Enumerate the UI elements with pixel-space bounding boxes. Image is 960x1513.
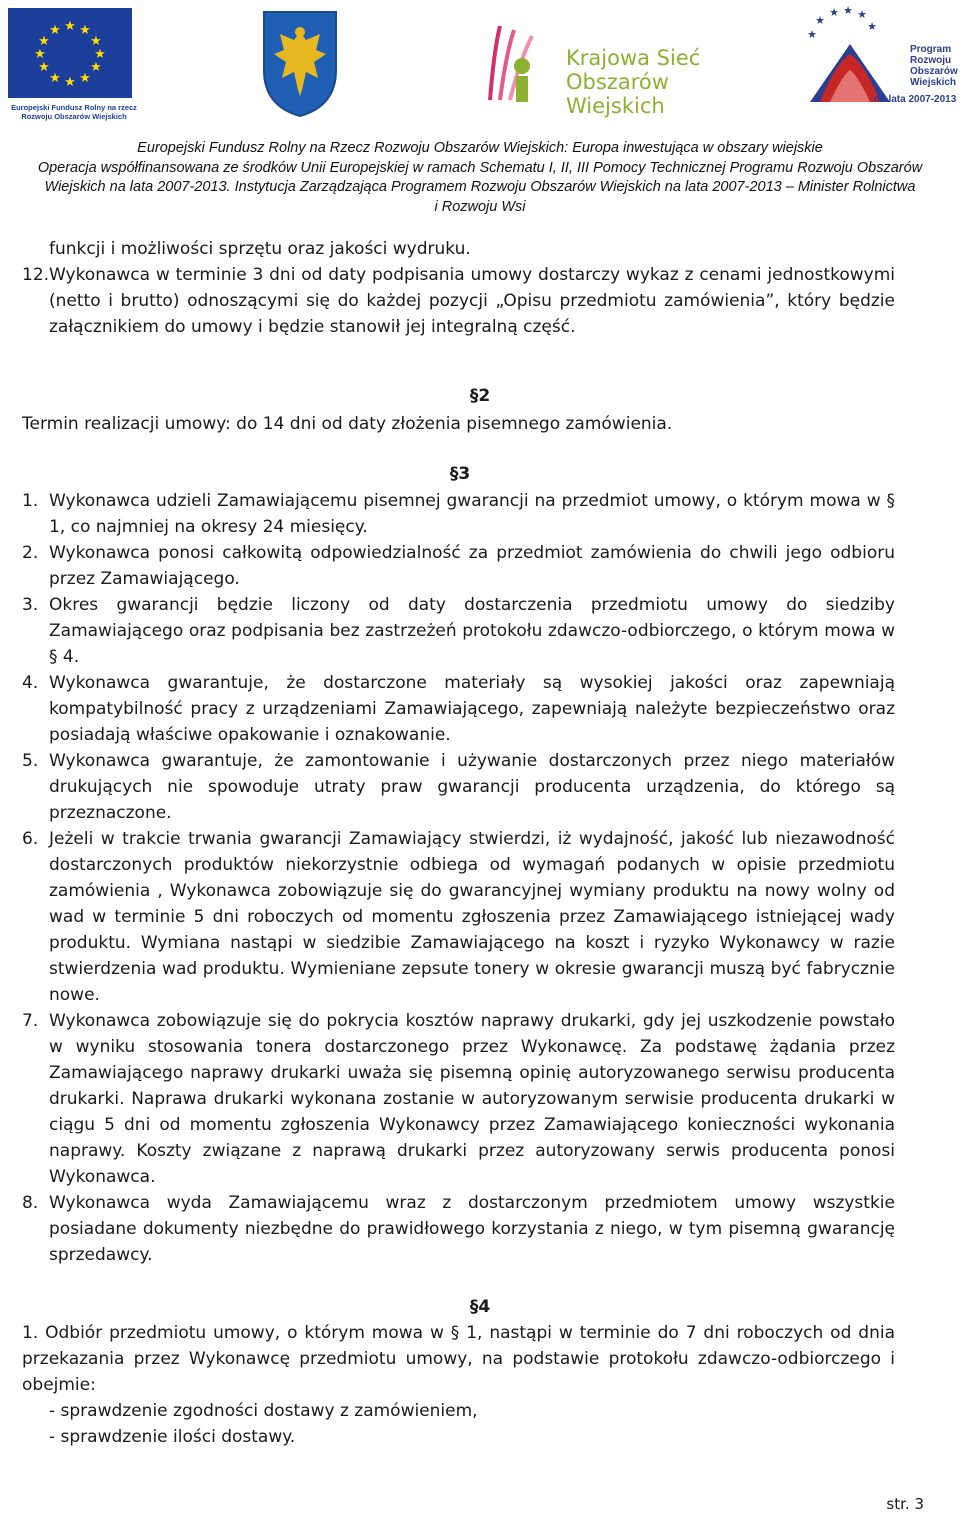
svg-text:★: ★	[34, 47, 46, 62]
section-4-item-1: 1. Odbiór przedmiotu umowy, o którym mowa w § 1, nastąpi w terminie do 7 dni roboczych od dnia przekazania przez Wykonawcę przedmiotu umowy, na podstawie protokołu zdawczo-odbiorczego i obejmie:	[22, 1323, 895, 1395]
item-12-number: 12.	[22, 265, 50, 285]
eu-caption: Europejski Fundusz Rolny na rzecz Rozwoju Obszarów Wiejskich	[11, 103, 137, 121]
ksow-name: Krajowa Sieć Obszarów Wiejskich	[566, 46, 701, 118]
svg-text:★: ★	[79, 71, 91, 86]
list-item-number: 2.	[22, 543, 39, 563]
svg-text:★: ★	[867, 20, 877, 33]
svg-text:★: ★	[90, 60, 102, 75]
section-4-bullet-2: - sprawdzenie ilości dostawy.	[49, 1427, 296, 1447]
svg-text:★: ★	[815, 14, 825, 27]
list-item-text: Jeżeli w trakcie trwania gwarancji Zamawiający stwierdzi, iż wydajność, jakość lub niezawodność dostarczonych produktów niekorzystnie odbiega od wymagań podanych w opisie przedmiotu zamówienia , Wykonawca zobowiązuje się do gwarancyjnej wymiany produktu na nowy wolny od wad w terminie 5 dni roboczych od momentu zgłoszenia przez Zamawiającego istniejącej wady produktu. Wymiana nastąpi w siedzibie Zamawiającego na koszt i ryzyko Wykonawcy w razie stwierdzenia wad produktu. Wymieniane zepsute tonery w okresie gwarancji muszą być fabrycznie nowe.	[49, 829, 895, 1005]
continued-text: funkcji i możliwości sprzętu oraz jakości wydruku.	[49, 239, 471, 259]
eu-logo	[8, 8, 136, 126]
eagle-coat-of-arms-icon	[262, 10, 338, 118]
list-item-text: Wykonawca gwarantuje, że dostarczone materiały są wysokiej jakości oraz zapewniają kompatybilność pracy z urządzeniami Zamawiającego, zapewniają należyte bezpieczeństwo oraz posiadają właściwe opakowanie i oznakowanie.	[49, 673, 895, 745]
svg-text:★: ★	[64, 75, 76, 90]
list-item-number: 4.	[22, 673, 39, 693]
list-item-number: 3.	[22, 595, 39, 615]
ksow-logo-icon	[480, 20, 560, 106]
ksow-logo	[480, 20, 740, 118]
list-item-number: 8.	[22, 1193, 39, 1213]
section-4-heading: §4	[469, 1297, 491, 1317]
section-2-text: Termin realizacji umowy: do 14 dni od daty złożenia pisemnego zamówienia.	[22, 414, 673, 434]
list-item-text: Wykonawca zobowiązuje się do pokrycia kosztów naprawy drukarki, gdy jej uszkodzenie powstało w wyniku stosowania tonera dostarczonego przez Wykonawcę. Za podstawę żądania przez Zamawiającego naprawy drukarki uważa się pisemną opinię autoryzowanego serwisu producenta drukarki. Naprawa drukarki wykonana zostanie w autoryzowanym serwisie producenta drukarki w ciągu 5 dni od momentu zgłoszenia Wykonawcy przez Zamawiającego konieczności wykonania naprawy. Koszty związane z naprawą drukarki przez autoryzowany serwis producenta ponosi Wykonawca.	[49, 1011, 895, 1187]
svg-text:★: ★	[857, 8, 867, 21]
logo-band	[0, 0, 960, 130]
svg-text:★: ★	[807, 28, 817, 41]
section-4-bullet-1: - sprawdzenie zgodności dostawy z zamówieniem,	[49, 1401, 478, 1421]
svg-text:★: ★	[64, 19, 76, 34]
svg-text:★: ★	[38, 34, 50, 49]
list-item-text: Wykonawca gwarantuje, że zamontowanie i używanie dostarczonych przez niego materiałów drukujących nie spowoduje utraty praw gwarancji producenta urządzenia, do którego są przeznaczone.	[49, 751, 895, 823]
prow-logo	[790, 4, 958, 112]
list-item-number: 6.	[22, 829, 39, 849]
funding-line-1: Europejski Fundusz Rolny na Rzecz Rozwoju Obszarów Wiejskich: Europa inwestująca w obszary wiejskie	[137, 140, 823, 156]
section-3-heading: §3	[449, 464, 471, 484]
svg-text:★: ★	[49, 71, 61, 86]
svg-text:★: ★	[90, 34, 102, 49]
prow-years: na lata 2007-2013	[874, 94, 957, 105]
list-item-text: Wykonawca wyda Zamawiającemu wraz z dostarczonym przedmiotem umowy wszystkie posiadane dokumenty niezbędne do prawidłowego korzystania z niego, w tym pisemną gwarancję sprzedawcy.	[49, 1193, 895, 1265]
list-item-number: 5.	[22, 751, 39, 771]
page-number: str. 3	[886, 1495, 924, 1513]
list-item-text: Wykonawca ponosi całkowitą odpowiedzialność za przedmiot zamówienia do chwili jego odbioru przez Zamawiającego.	[49, 543, 895, 589]
item-12-text: Wykonawca w terminie 3 dni od daty podpisania umowy dostarczy wykaz z cenami jednostkowymi (netto i brutto) odnoszącymi się do każdej pozycji „Opisu przedmiotu zamówienia”, który będzie załącznikiem do umowy i będzie stanowił jej integralną część.	[49, 265, 895, 337]
svg-text:★: ★	[843, 4, 853, 17]
list-item-number: 7.	[22, 1011, 39, 1031]
list-item-text: Okres gwarancji będzie liczony od daty dostarczenia przedmiotu umowy do siedziby Zamawiającego oraz podpisania bez zastrzeżeń protokołu zdawczo-odbiorczego, o którym mowa w § 4.	[49, 595, 895, 667]
prow-name: Program Rozwoju Obszarów Wiejskich	[910, 44, 958, 88]
funding-line-4: i Rozwoju Wsi	[434, 198, 526, 215]
funding-line-3: Wiejskich na lata 2007-2013. Instytucja Zarządzająca Programem Rozwoju Obszarów Wiejskich na lata 2007-2013 – Minister Rolnictwa	[44, 179, 916, 195]
svg-text:★: ★	[38, 60, 50, 75]
funding-line-2: Operacja współfinansowana ze środków Unii Europejskiej w ramach Schematu I, II, III Pomocy Technicznej Programu Rozwoju Obszarów	[37, 159, 923, 176]
svg-text:★: ★	[829, 6, 839, 19]
svg-text:★: ★	[94, 47, 106, 62]
eu-flag-icon	[8, 8, 132, 98]
svg-text:★: ★	[49, 23, 61, 38]
svg-text:★: ★	[79, 23, 91, 38]
section-2-heading: §2	[469, 386, 491, 406]
funding-header	[25, 139, 935, 217]
list-item-number: 1.	[22, 491, 39, 511]
list-item-text: Wykonawca udzieli Zamawiającemu pisemnej gwarancji na przedmiot umowy, o którym mowa w § 1, co najmniej na okresy 24 miesięcy.	[49, 491, 895, 537]
